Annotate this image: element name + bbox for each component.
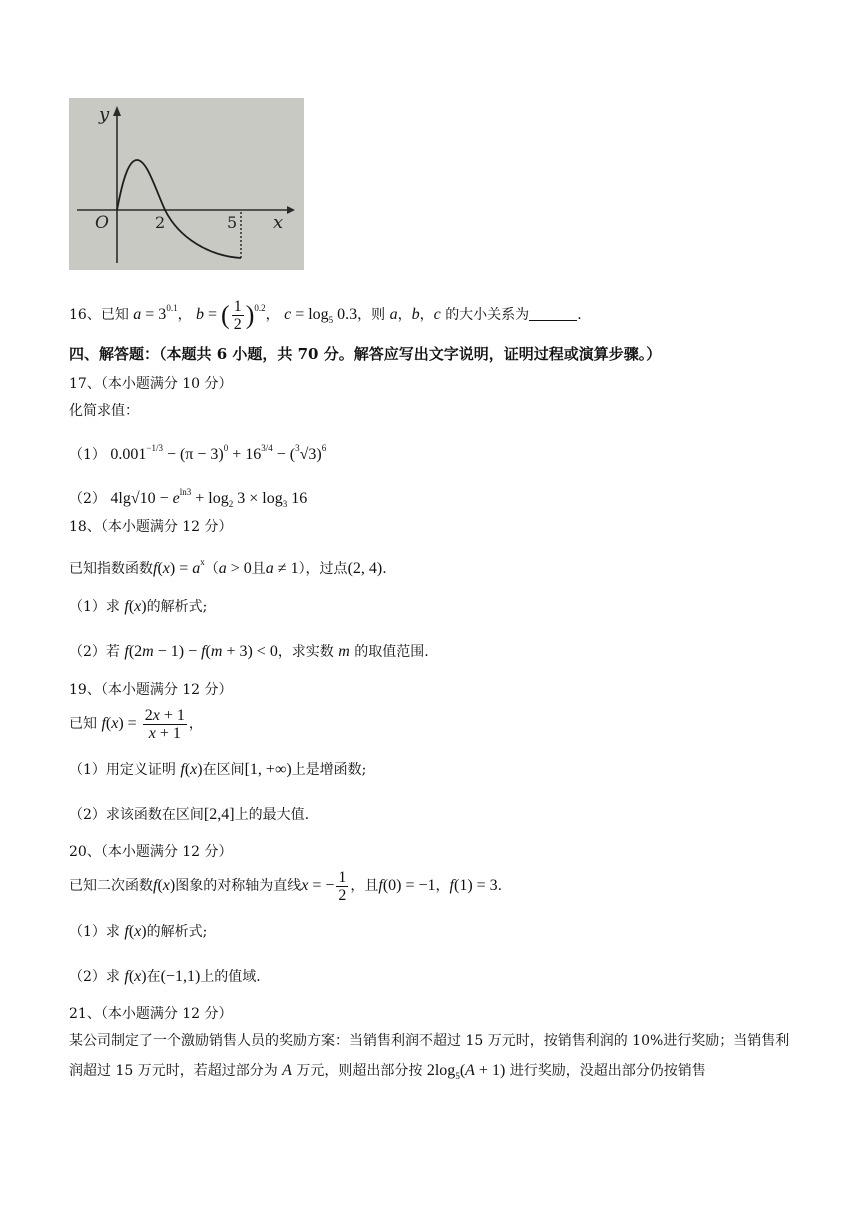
- q21-body: 某公司制定了一个激励销售人员的奖励方案：当销售利润不超过 15 万元时，按销售利润的 10%进行奖励；当销售利润超过 15 万元时，若超过部分为 A 万元，则超出部分按 $2\log_5(A + 1)$ 进行奖励，没超出部分仍按销售: [69, 1033, 790, 1081]
- q16-number: 16、已知: [69, 307, 129, 324]
- q18-fx: $f(x) = a^x$: [153, 557, 205, 577]
- figure-origin-label: O: [95, 213, 109, 233]
- question-16: 16、已知 $a = 3^{0.1}$， b = ( $\frac{1}{2}$ )$^{0.2}$， $c = \log_5 0.3$，则 a，b，c 的大小关系为 .: [69, 298, 582, 333]
- q17-intro: 化简求值：: [69, 403, 139, 419]
- figure-tick-2: 2: [155, 213, 166, 232]
- q17-part-1: （1） $0.001^{-1/3} - (\pi - 3)^0 + 16^{3/4} - (^3√3)^6$: [69, 443, 327, 463]
- q19-part-2: （2）求该函数在区间[2,4]上的最大值.: [69, 806, 310, 823]
- q18-part-1: （1）求 f(x)的解析式;: [69, 598, 208, 615]
- figure-tick-5: 5: [227, 213, 238, 232]
- q16-then: ，则: [357, 307, 386, 324]
- q16-relation-text: 的大小关系为: [445, 307, 530, 324]
- q21-header: 21、（本小题满分 12 分）: [69, 1006, 233, 1022]
- q18-intro: 已知指数函数$f(x) = a^x(a > 0$且a ≠ 1），过点(2, 4).: [69, 557, 387, 577]
- section-4-title: 四、解答题：（本题共 6 小题，共 70 分。解答应写出文字说明，证明过程或演算步骤。）: [69, 345, 662, 363]
- q20-header: 20、（本小题满分 12 分）: [69, 844, 233, 860]
- q17-part-2: （2） $4\lg√10 - e^{ln3} + \log_2 3 \times \log_3 16$: [69, 487, 308, 509]
- function-graph-figure: [69, 98, 304, 270]
- q17-header: 17、（本小题满分 10 分）: [69, 376, 233, 392]
- figure-x-label: x: [273, 212, 284, 233]
- q16-expr-c: $c = \log_5 0.3$: [284, 306, 358, 326]
- q17-expr-1: $0.001^{-1/3} - (\pi - 3)^0 + 16^{3/4} - (^3√3)^6$: [110, 443, 327, 463]
- answer-blank[interactable]: [529, 306, 577, 321]
- q19-header: 19、（本小题满分 12 分）: [69, 682, 233, 698]
- q16-expr-b: b = ( $\frac{1}{2}$ )$^{0.2}$: [196, 298, 266, 333]
- q18-part-2: （2）若 f(2m − 1) − f(m + 3) < 0，求实数 m 的取值范围.: [69, 643, 429, 660]
- q16-expr-a: $a = 3^{0.1}$: [133, 303, 178, 324]
- q20-part-2: （2）求 f(x)在(−1,1)上的值域.: [69, 968, 261, 985]
- q18-header: 18、（本小题满分 12 分）: [69, 519, 233, 535]
- q19-part-1: （1）用定义证明 f(x)在区间[1, +∞)上是增函数;: [69, 761, 367, 778]
- q19-intro: 已知 f(x) = $\frac{2x + 1}{x + 1}$ ，: [69, 706, 203, 742]
- figure-y-label: y: [99, 104, 110, 125]
- q20-part-1: （1）求 f(x)的解析式;: [69, 923, 208, 940]
- q20-intro: 已知二次函数f(x)图象的对称轴为直线x = − $\frac{1}{2}$ ，且f(0) = −1，f(1) = 3.: [69, 868, 503, 904]
- q17-expr-2: $4\lg√10 - e^{ln3} + \log_2 3 \times \log_3 16$: [110, 487, 308, 509]
